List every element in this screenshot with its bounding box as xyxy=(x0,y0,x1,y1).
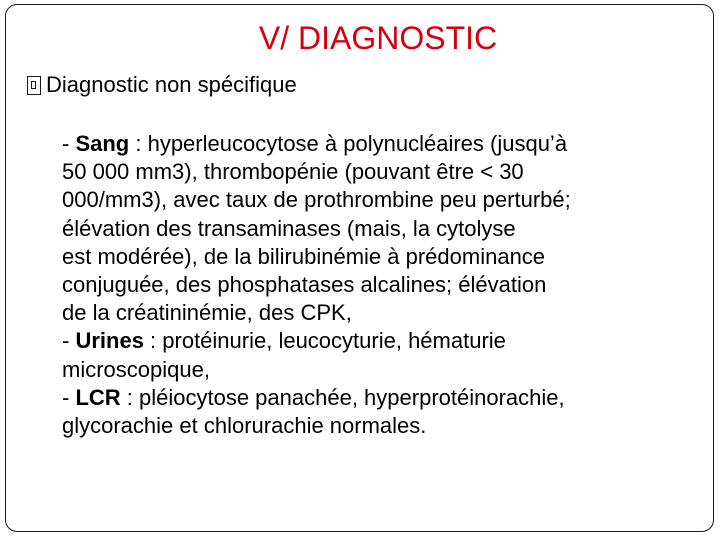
subtitle-text: Diagnostic non spécifique xyxy=(46,72,297,97)
urines-line-1 xyxy=(62,327,702,355)
lcr-line-1-rest: : pléiocytose panachée, hyperprotéinorachie, xyxy=(120,384,565,410)
urines-line-2: microscopique, xyxy=(62,356,210,382)
sang-line-7: de la créatininémie, des CPK, xyxy=(62,300,352,326)
lcr-keyword: LCR xyxy=(75,384,121,410)
urines-line-1-rest: : protéinurie, leucocyturie, hématurie xyxy=(143,328,506,354)
sang-line-6: conjuguée, des phosphatases alcalines; élévation xyxy=(62,272,547,298)
sang-line-2: 50 000 mm3), thrombopénie (pouvant être < 30 xyxy=(62,159,524,185)
slide-title: V/ DIAGNOSTIC xyxy=(258,20,498,56)
checkbox-bullet-icon xyxy=(27,76,41,95)
body-text xyxy=(62,130,702,440)
sang-line-1-rest: : hyperleucocytose à polynucléaires (jusqu’à xyxy=(129,131,568,156)
lcr-dash: - xyxy=(62,384,76,410)
lcr-line-1 xyxy=(62,384,702,412)
urines-dash: - xyxy=(62,328,76,354)
sang-line-3: 000/mm3), avec taux de prothrombine peu perturbé; xyxy=(62,187,571,213)
urines-keyword: Urines xyxy=(75,328,144,354)
sang-line-5: est modérée), de la bilirubinémie à prédominance xyxy=(62,243,546,269)
sang-line-4: élévation des transaminases (mais, la cytolyse xyxy=(62,215,516,241)
lcr-line-2: glycorachie et chlorurachie normales. xyxy=(62,413,427,439)
subtitle-row xyxy=(27,70,297,100)
sang-dash: - xyxy=(62,131,76,156)
sang-line-1 xyxy=(62,130,702,158)
sang-keyword: Sang xyxy=(75,131,130,156)
